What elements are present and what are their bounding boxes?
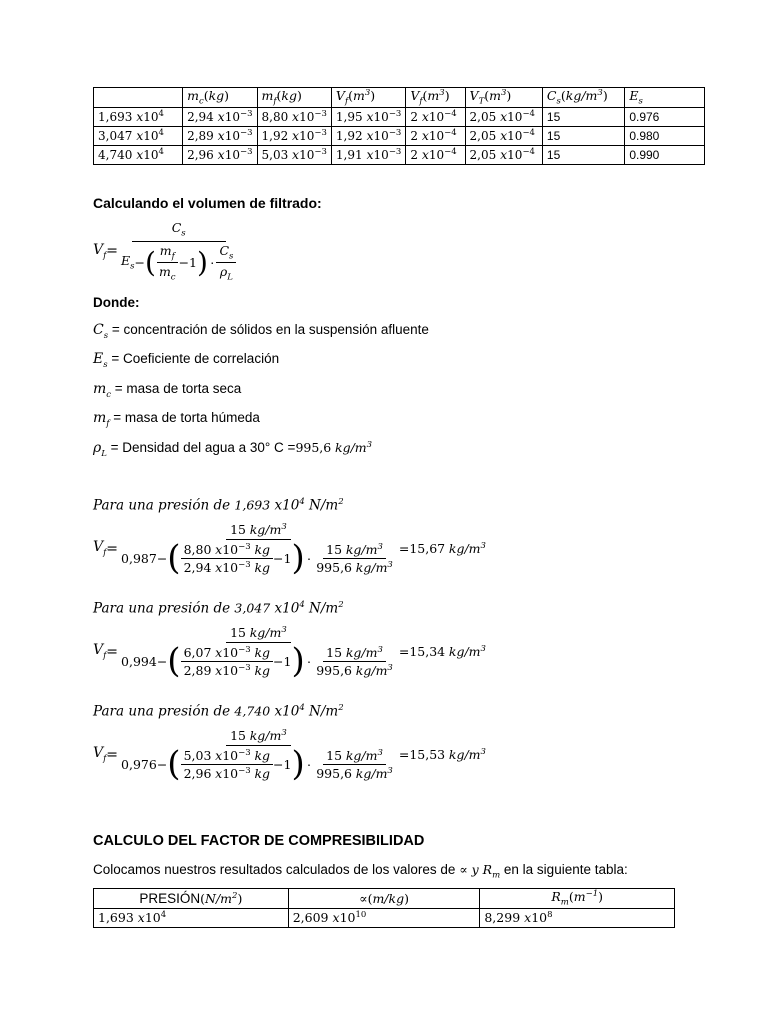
section-heading-filtrate: Calculando el volumen de filtrado: [93, 195, 322, 211]
header-cs: $C_s(kg/m^3)$ [542, 88, 624, 108]
table-header-row [94, 889, 675, 909]
table-row: 3,047 $x10^4$ 2,89 $x10^{-3}$ 1,92 $x10^{-3}$ 1,92 $x10^{-3}$ 2 $x10^{-4}$ 2,05 $x10^{-4}$ 15 0.980 [94, 126, 705, 145]
header-alpha: ∝(m/kg) [288, 889, 480, 909]
header-presion: $PRESIÓN(N/m^2)$ [94, 889, 289, 909]
compressibility-table [93, 888, 675, 928]
section2-intro: Colocamos nuestros resultados calculados de los valores de ∝ y $R_m$ en la siguiente tabla: [93, 862, 628, 881]
header-cell-empty [94, 88, 183, 108]
table-row: 1,693 $x10^4$ 2,609 $x10^{10}$ 8,299 $x10^8$ [94, 908, 675, 927]
table-row: 1,693 $x10^4$ 2,94 $x10^{-3}$ 8,80 $x10^{-3}$ 1,95 $x10^{-3}$ 2 $x10^{-4}$ 2,05 $x10^{-4}$ 15 0.976 [94, 107, 705, 126]
filtrate-equation: $V_f$ = 15 $kg/m^3$ 0,994 − ( $\frac{6,07 x10^{-3} kg}{2,89 x10^{-3} kg}$ −1 ) · $\frac{15 kg/m^3}{995,6 kg/m^3}$ = 15,34 $kg/m^3$ [93, 625, 486, 682]
pressure-label: Para una presión de 1,693 $x10^4$ $N/m^2$ [93, 497, 344, 514]
header-rm: $R_m(m^{-1})$ [480, 889, 675, 909]
general-formula: $V_f$ = $C_s$ $E_s$ − ( $\frac{m_f}{m_c}$ −1 ) · $\frac{C_s}{\rho_L}$ [93, 220, 239, 283]
header-vf2: $V_f(m^3)$ [406, 88, 465, 108]
donde-label: Donde: [93, 295, 140, 310]
header-vf1: $V_f(m^3)$ [331, 88, 405, 108]
table-header-row [94, 88, 705, 108]
definition-rho: $\rho_L$ = Densidad del agua a 30° C =995,6 $kg/m^3$ [93, 440, 373, 459]
header-vt: $V_T(m^3)$ [465, 88, 542, 108]
header-mc: $m_c(kg)$ [183, 88, 257, 108]
header-mf: $m_f(kg)$ [257, 88, 331, 108]
section-heading-compressibility: CALCULO DEL FACTOR DE COMPRESIBILIDAD [93, 833, 425, 849]
filtrate-equation: $V_f$ = 15 $kg/m^3$ 0,987 − ( $\frac{8,80 x10^{-3} kg}{2,94 x10^{-3} kg}$ −1 ) · $\frac{15 kg/m^3}{995,6 kg/m^3}$ = 15,67 $kg/m^3$ [93, 522, 486, 579]
table-row: 4,740 $x10^4$ 2,96 $x10^{-3}$ 5,03 $x10^{-3}$ 1,91 $x10^{-3}$ 2 $x10^{-4}$ 2,05 $x10^{-4}$ 15 0.990 [94, 145, 705, 164]
definition-mf: $m_f$ = masa de torta húmeda [93, 410, 260, 429]
definition-es: $E_s$ = Coeficiente de correlación [93, 351, 280, 370]
definition-cs: $C_s$ = concentración de sólidos en la suspensión afluente [93, 322, 429, 341]
pressure-label: Para una presión de 4,740 $x10^4$ $N/m^2$ [93, 703, 344, 720]
definition-mc: $m_c$ = masa de torta seca [93, 381, 242, 400]
pressure-label: Para una presión de 3,047 $x10^4$ $N/m^2$ [93, 600, 344, 617]
results-table [93, 87, 705, 165]
header-es: $E_s$ [625, 88, 705, 108]
filtrate-equation: $V_f$ = 15 $kg/m^3$ 0,976 − ( $\frac{5,03 x10^{-3} kg}{2,96 x10^{-3} kg}$ −1 ) · $\frac{15 kg/m^3}{995,6 kg/m^3}$ = 15,53 $kg/m^3$ [93, 728, 486, 785]
